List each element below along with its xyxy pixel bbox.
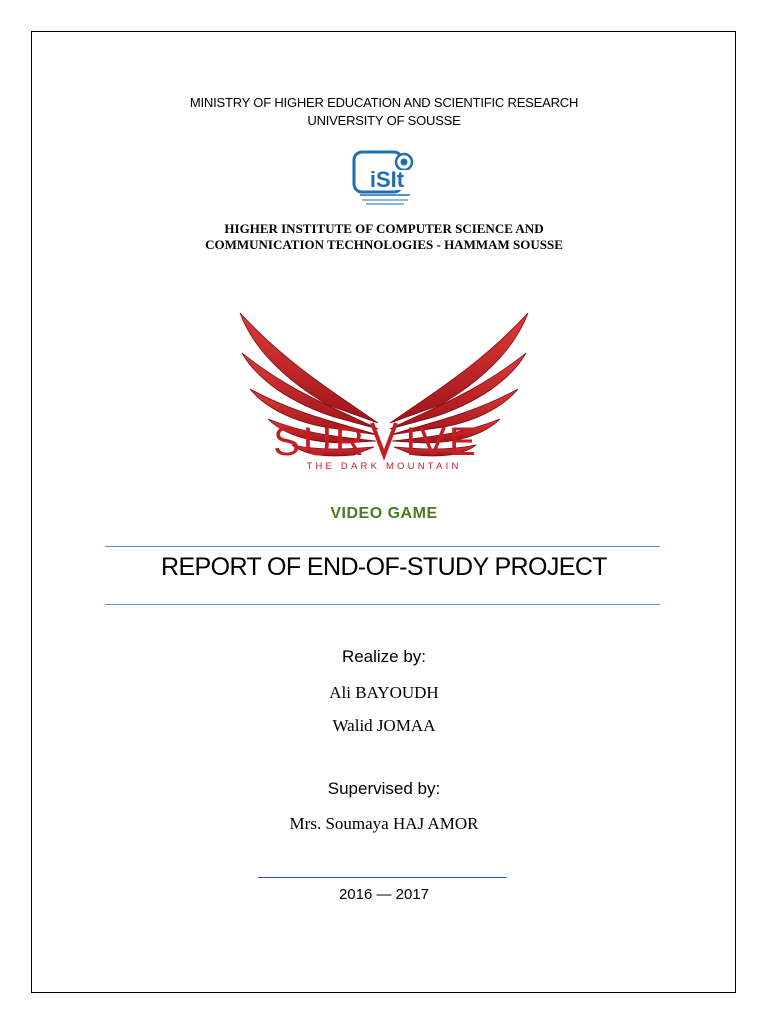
university-name: UNIVERSITY OF SOUSSE — [307, 113, 461, 128]
game-subtitle: THE DARK MOUNTAIN — [306, 461, 462, 472]
game-type-label: VIDEO GAME — [330, 505, 438, 522]
academic-year: 2016 — 2017 — [338, 886, 430, 903]
top-rule — [105, 546, 660, 547]
institute-line-2: COMMUNICATION TECHNOLOGIES - HAMMAM SOUSSE — [205, 237, 563, 252]
supervisor-name: Mrs. Soumaya HAJ AMOR — [289, 814, 479, 833]
bottom-rule — [105, 604, 660, 605]
supervisor-label: Supervised by: — [327, 779, 441, 798]
author-name: Ali BAYOUDH — [329, 683, 439, 702]
author-name: Walid JOMAA — [332, 716, 436, 735]
winged-logo-icon — [228, 305, 540, 485]
ministry-header — [0, 94, 768, 130]
isit-logo-icon — [352, 150, 418, 208]
game-title-v-mark — [372, 423, 396, 455]
institute-line-1: HIGHER INSTITUTE OF COMPUTER SCIENCE AND — [224, 221, 544, 236]
game-title-left: SUR — [273, 420, 367, 464]
isit-logo-text: iSIt — [369, 167, 405, 192]
institute-name — [0, 221, 768, 253]
year-rule — [258, 877, 507, 878]
ministry-name: MINISTRY OF HIGHER EDUCATION AND SCIENTIFIC RESEARCH — [189, 95, 579, 110]
game-title-right: IVE — [405, 420, 479, 464]
authors-label: Realize by: — [341, 647, 427, 666]
report-title: REPORT OF END-OF-STUDY PROJECT — [161, 553, 607, 581]
